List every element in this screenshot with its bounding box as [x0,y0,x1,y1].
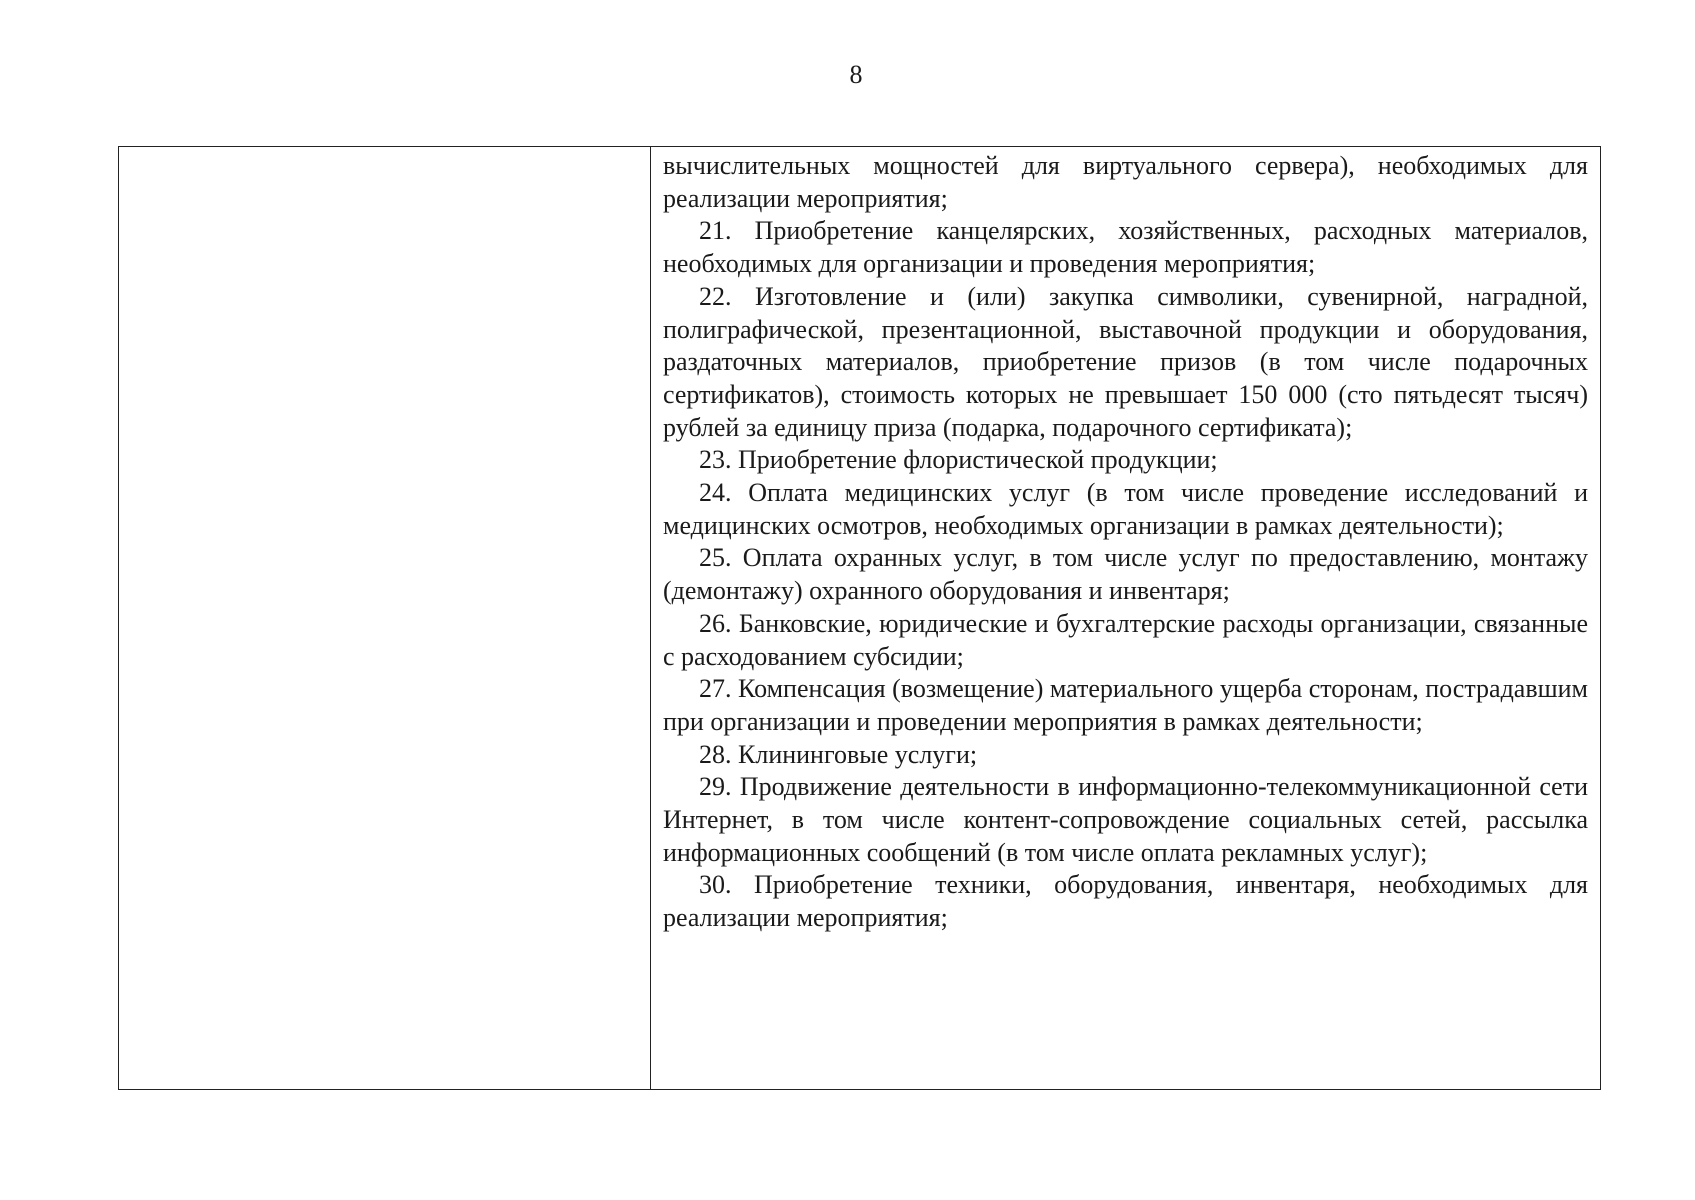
list-item [663,281,1588,445]
item-text: Изготовление и (или) закупка символики, сувенирной, наградной, полиграфической, презентационной, выставочной продукции и оборудования, раздаточных материалов, приобретение призов (в том числе подарочных сертификатов), стоимость которых не превышает 150 000 (сто пятьдесят тысяч) рублей за единицу приза (подарка, подарочного сертификата); [663,281,1589,442]
item-number: 21. [699,216,732,246]
item-number: 30. [699,870,732,900]
item-text: Клининговые услуги; [738,739,978,769]
item-text: Продвижение деятельности в информационно-телекоммуникационной сети Интернет, в том числе контент-сопровождение социальных сетей, рассылка информационных сообщений (в том числе оплата рекламных услуг); [663,772,1588,867]
list-item [663,477,1588,542]
item-text: Приобретение канцелярских, хозяйственных, расходных материалов, необходимых для организации и проведения мероприятия; [663,216,1589,279]
item-text: Компенсация (возмещение) материального ущерба сторонам, пострадавшим при организации и проведении мероприятия в рамках деятельности; [663,674,1588,736]
list-item [663,771,1588,869]
list-item [663,215,1588,280]
item-number: 25. [699,543,732,573]
item-number: 27. [699,674,732,704]
item-number: 24. [699,478,732,508]
item-text: Приобретение техники, оборудования, инвентаря, необходимых для реализации мероприятия; [663,870,1589,933]
continuation-paragraph: вычислительных мощностей для виртуального сервера), необходимых для реализации мероприятия; [663,151,1588,213]
list-item [663,673,1588,738]
item-text: Банковские, юридические и бухгалтерские расходы организации, связанные с расходованием субсидии; [663,608,1589,671]
item-text: Оплата медицинских услуг (в том числе проведение исследований и медицинских осмотров, необходимых организации в рамках деятельности); [663,478,1589,540]
item-number: 29. [699,772,732,802]
table-right-cell [651,147,1600,1089]
item-text: Приобретение флористической продукции; [738,445,1218,475]
item-text: Оплата охранных услуг, в том числе услуг по предоставлению, монтажу (демонтажу) охранного оборудования и инвентаря; [663,543,1589,606]
document-table [118,146,1601,1090]
item-number: 23. [699,445,732,475]
item-number: 26. [699,608,732,638]
page-number: 8 [849,60,863,89]
list-item [663,608,1588,673]
table-left-cell [119,147,651,1089]
list-item [663,542,1588,607]
item-number: 22. [699,281,732,311]
item-number: 28. [699,739,732,769]
list-item [663,869,1588,934]
list-item [663,739,1588,772]
list-item [663,444,1588,477]
